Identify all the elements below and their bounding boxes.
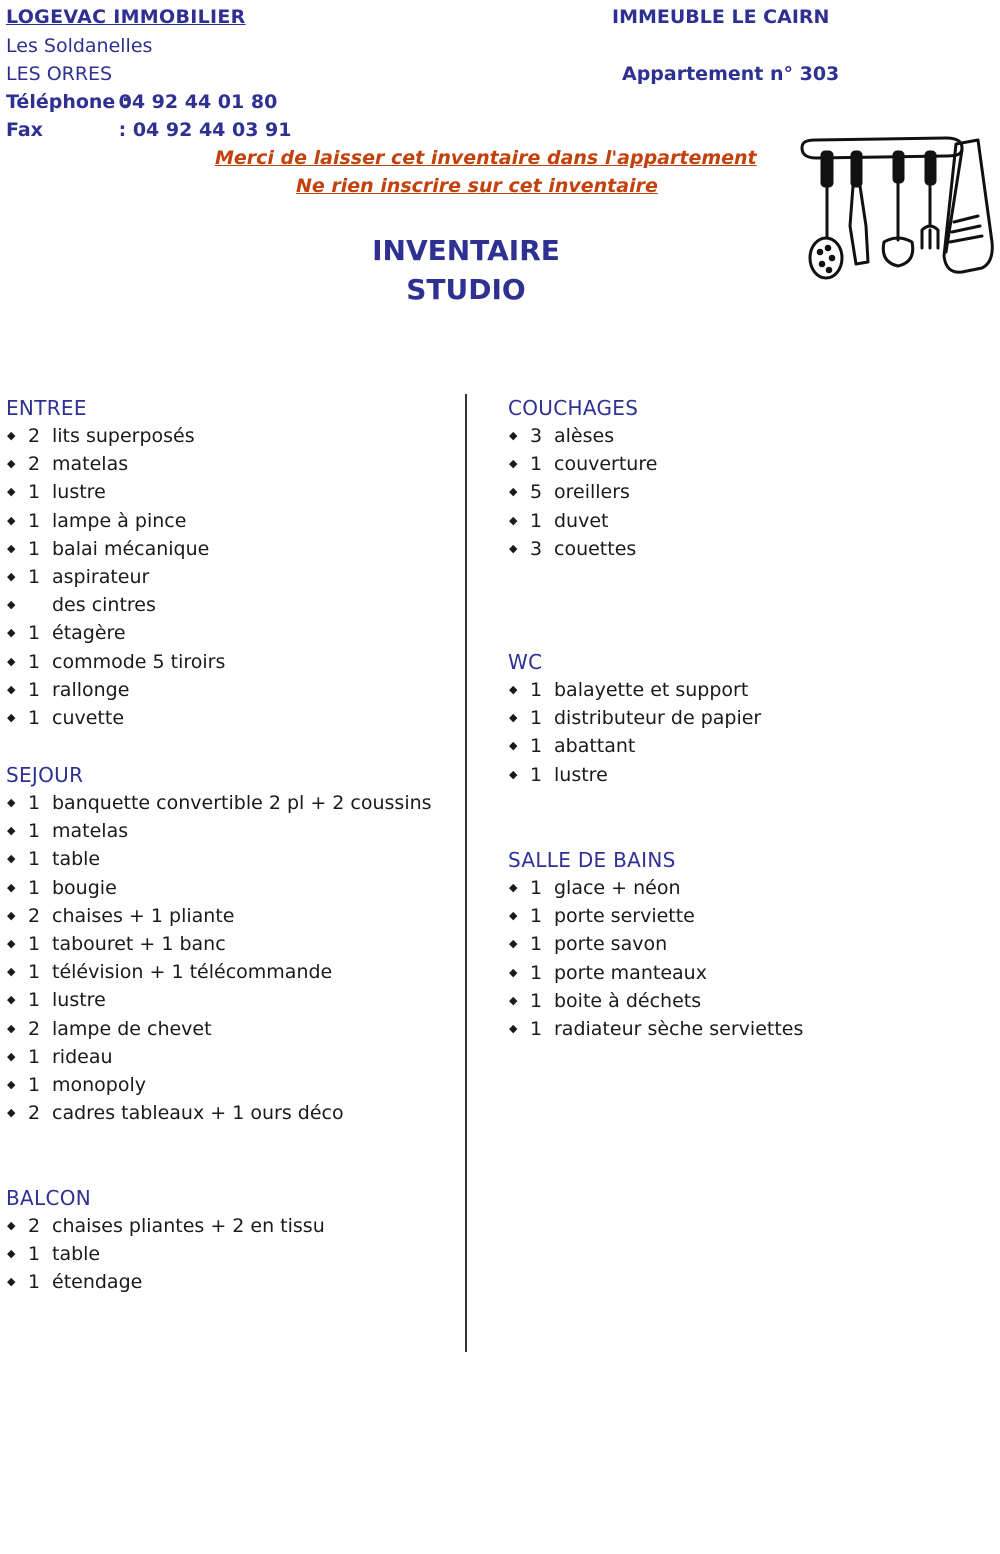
item-label: commode 5 tiroirs [52,650,226,673]
list-item [6,789,432,817]
item-label: table [52,848,101,871]
item-quantity: 1 [530,679,543,701]
list-item [6,478,225,506]
list-item [6,648,225,676]
item-label: lustre [554,763,608,786]
item-list-couchages [508,422,657,563]
bullet-icon: ◆ [509,485,518,499]
item-quantity: 1 [28,565,41,588]
item-quantity: 2 [28,1215,41,1237]
item-label: alèses [554,425,615,447]
item-quantity: 5 [530,481,543,504]
item-label: des cintres [52,594,156,617]
list-item [6,902,432,930]
item-list-wc [508,676,761,789]
list-item [508,422,657,450]
page-title: INVENTAIRE [372,234,560,267]
list-item [6,1043,432,1071]
item-label: télévision + 1 télécommande [52,961,333,984]
item-quantity: 1 [28,706,41,729]
bullet-icon: ◆ [7,541,16,555]
list-item [508,1015,803,1043]
item-label: chaises + 1 pliante [52,904,235,927]
list-item [6,1212,325,1240]
item-label: table [52,1243,101,1266]
section-title-couchages: COUCHAGES [508,396,639,420]
item-label: lampe de chevet [52,1017,212,1040]
item-quantity: 1 [530,905,543,928]
item-quantity: 1 [530,509,543,532]
bullet-icon: ◆ [7,965,16,979]
section-sejour [6,761,432,1127]
phone-label: Téléphone : [6,91,130,113]
item-quantity: 2 [28,1017,41,1040]
item-quantity: 3 [530,425,543,447]
bullet-icon: ◆ [509,541,518,555]
section-wc [508,648,761,789]
address-line-2: LES ORRES [6,63,113,85]
bullet-icon: ◆ [509,937,518,951]
list-item [508,450,657,478]
list-item [6,507,225,535]
item-label: couettes [554,537,637,560]
bullet-icon: ◆ [7,993,16,1007]
bullet-icon: ◆ [7,682,16,696]
list-item [6,450,225,478]
item-quantity: 1 [530,1017,543,1040]
bullet-icon: ◆ [509,767,518,781]
bullet-icon: ◆ [7,710,16,724]
bullet-icon: ◆ [7,824,16,838]
list-item [508,535,657,563]
item-quantity: 1 [28,820,41,843]
item-label: lampe à pince [52,509,187,532]
list-item [6,1268,325,1296]
item-label: étendage [52,1271,143,1294]
section-salle-de-bains [508,846,803,1043]
list-item [508,987,803,1015]
list-item [6,676,225,704]
list-item [6,422,225,450]
company-name: LOGEVAC IMMOBILIER [6,6,246,28]
item-label: aspirateur [52,565,150,588]
item-label: matelas [52,820,129,843]
fax-label: Fax [6,119,43,141]
item-quantity: 3 [530,537,543,560]
item-quantity: 1 [28,1271,41,1294]
item-quantity: 1 [530,877,543,899]
item-quantity: 2 [28,453,41,476]
item-quantity: 1 [28,1243,41,1266]
item-label: balai mécanique [52,537,210,560]
item-quantity: 1 [530,735,543,758]
list-item [508,959,803,987]
list-item [6,563,225,591]
bullet-icon: ◆ [7,457,16,471]
list-item [6,1015,432,1043]
item-quantity: 1 [530,989,543,1012]
bullet-icon: ◆ [509,513,518,527]
bullet-icon: ◆ [7,1077,16,1091]
section-couchages [508,394,657,563]
item-list-balcon [6,1212,325,1297]
item-label: duvet [554,509,609,532]
item-list-salle-de-bains [508,874,803,1043]
item-quantity: 1 [28,537,41,560]
building-name: IMMEUBLE LE CAIRN [612,6,830,28]
section-title-sejour: SEJOUR [6,763,84,787]
item-quantity: 1 [28,1045,41,1068]
bullet-icon: ◆ [7,598,16,612]
item-label: cuvette [52,706,125,729]
bullet-icon: ◆ [7,1049,16,1063]
bullet-icon: ◆ [7,1021,16,1035]
kitchen-utensils-icon [796,130,1000,282]
bullet-icon: ◆ [509,965,518,979]
bullet-icon: ◆ [509,739,518,753]
list-item [508,676,761,704]
item-label: porte serviette [554,905,695,928]
list-item [6,1240,325,1268]
list-item [508,902,803,930]
item-quantity: 2 [28,1102,41,1125]
list-item [6,704,225,732]
item-quantity: 1 [28,678,41,701]
item-label: banquette convertible 2 pl + 2 coussins [52,792,432,814]
notice-do-not-write: Ne rien inscrire sur cet inventaire [296,175,658,197]
list-item [6,591,225,619]
bullet-icon: ◆ [7,429,16,442]
section-balcon [6,1184,325,1297]
list-item [6,958,432,986]
item-label: monopoly [52,1073,147,1096]
item-quantity: 1 [530,707,543,730]
item-list-entree [6,422,225,732]
page-subtitle: STUDIO [406,273,526,306]
list-item [508,732,761,760]
bullet-icon: ◆ [7,513,16,527]
item-quantity: 1 [28,932,41,955]
column-divider [465,394,467,1352]
phone-line [6,91,277,113]
list-item [6,874,432,902]
item-quantity: 1 [28,876,41,899]
item-label: couverture [554,453,658,476]
item-label: radiateur sèche serviettes [554,1017,804,1040]
item-quantity: 1 [28,961,41,984]
list-item [6,1071,432,1099]
list-item [6,817,432,845]
bullet-icon: ◆ [509,711,518,725]
item-label: tabouret + 1 banc [52,932,226,955]
item-label: lustre [52,989,106,1012]
item-quantity: 2 [28,904,41,927]
item-quantity: 1 [530,453,543,476]
phone-value: 04 92 44 01 80 [118,91,278,113]
bullet-icon: ◆ [509,683,518,696]
item-quantity: 1 [28,792,41,814]
list-item [508,930,803,958]
item-quantity: 1 [28,989,41,1012]
bullet-icon: ◆ [509,881,518,894]
bullet-icon: ◆ [7,654,16,668]
list-item [6,619,225,647]
bullet-icon: ◆ [509,1021,518,1035]
item-label: rideau [52,1045,113,1068]
section-title-entree: ENTREE [6,396,87,420]
bullet-icon: ◆ [7,796,16,809]
item-quantity: 1 [28,1073,41,1096]
bullet-icon: ◆ [7,936,16,950]
list-item [6,535,225,563]
item-quantity: 2 [28,425,41,447]
list-item [508,478,657,506]
bullet-icon: ◆ [7,626,16,640]
item-label: lustre [52,481,106,504]
address-line-1: Les Soldanelles [6,35,153,57]
item-label: glace + néon [554,877,681,899]
item-quantity: 1 [28,509,41,532]
item-quantity: 1 [28,622,41,645]
item-quantity: 1 [28,650,41,673]
list-item [508,874,803,902]
bullet-icon: ◆ [7,485,16,499]
section-entree [6,394,225,732]
item-label: cadres tableaux + 1 ours déco [52,1102,344,1125]
item-label: porte savon [554,933,668,956]
item-label: porte manteaux [554,961,707,984]
item-label: lits superposés [52,425,195,447]
item-quantity: 1 [28,848,41,871]
item-label: chaises pliantes + 2 en tissu [52,1215,325,1237]
item-quantity: 1 [28,481,41,504]
fax-line [6,119,292,141]
bullet-icon: ◆ [509,993,518,1007]
item-label: abattant [554,735,636,758]
bullet-icon: ◆ [7,908,16,922]
notice-leave-inventory: Merci de laisser cet inventaire dans l'appartement [215,147,757,169]
item-quantity: 1 [530,961,543,984]
section-title-salle-de-bains: SALLE DE BAINS [508,848,676,872]
item-label: boite à déchets [554,989,702,1012]
item-label: rallonge [52,678,130,701]
bullet-icon: ◆ [7,1275,16,1289]
item-label: distributeur de papier [554,707,762,730]
item-label: matelas [52,453,129,476]
list-item [6,930,432,958]
bullet-icon: ◆ [509,457,518,471]
bullet-icon: ◆ [7,1247,16,1261]
bullet-icon: ◆ [7,852,16,866]
list-item [6,1099,432,1127]
item-list-sejour [6,789,432,1127]
bullet-icon: ◆ [7,1219,16,1232]
bullet-icon: ◆ [509,429,518,442]
bullet-icon: ◆ [7,1106,16,1120]
section-title-balcon: BALCON [6,1186,92,1210]
bullet-icon: ◆ [7,880,16,894]
list-item [508,704,761,732]
list-item [508,507,657,535]
list-item [6,845,432,873]
item-quantity: 1 [530,933,543,956]
bullet-icon: ◆ [7,569,16,583]
item-label: balayette et support [554,679,749,701]
item-quantity: 1 [530,763,543,786]
item-label: étagère [52,622,126,645]
item-label: bougie [52,876,117,899]
item-label: oreillers [554,481,630,504]
list-item [508,761,761,789]
section-title-wc: WC [508,650,543,674]
list-item [6,986,432,1014]
fax-value: : 04 92 44 03 91 [118,119,292,141]
bullet-icon: ◆ [509,909,518,923]
apartment-number: Appartement n° 303 [622,63,840,85]
